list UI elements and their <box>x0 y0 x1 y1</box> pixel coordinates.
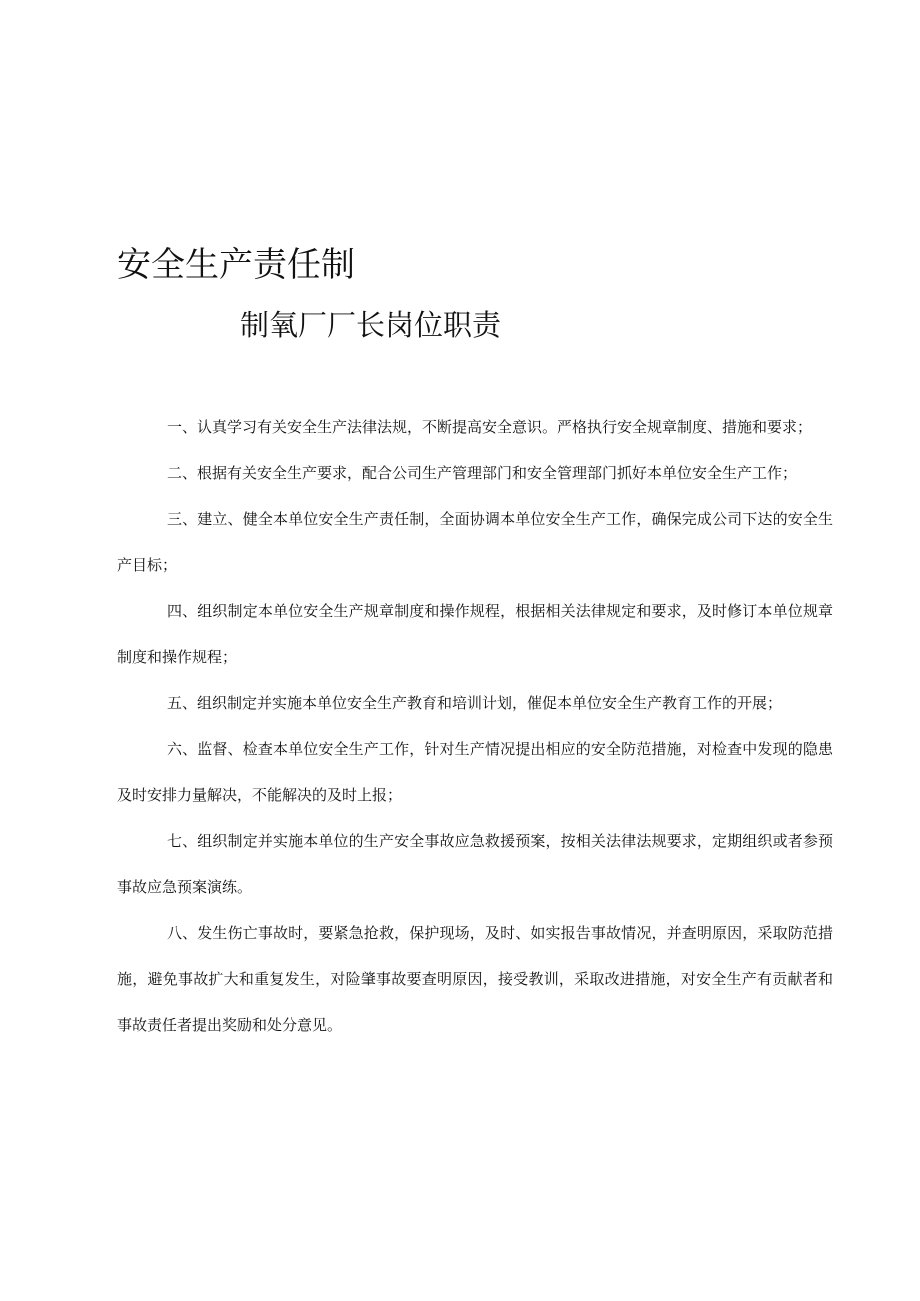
duty-item-1: 一、认真学习有关安全生产法律法规，不断提高安全意识。严格执行安全规章制度、措施和要求； <box>167 418 813 436</box>
duty-item-4: 四、组织制定本单位安全生产规章制度和操作规程，根据相关法律规定和要求，及时修订本单位规章制度和操作规程； <box>117 602 833 666</box>
document-subtitle: 制氧厂厂长岗位职责 <box>240 308 502 342</box>
duty-item-5: 五、组织制定并实施本单位安全生产教育和培训计划，催促本单位安全生产教育工作的开展； <box>167 694 783 712</box>
document-body <box>117 404 833 1048</box>
document-title: 安全生产责任制 <box>117 245 355 285</box>
duty-item-3: 三、建立、健全本单位安全生产责任制，全面协调本单位安全生产工作，确保完成公司下达的安全生产目标； <box>117 510 833 574</box>
duty-item-7: 七、组织制定并实施本单位的生产安全事故应急救援预案，按相关法律法规要求，定期组织或者参预事故应急预案演练。 <box>117 832 833 896</box>
duty-item-6: 六、监督、检查本单位安全生产工作，针对生产情况提出相应的安全防范措施，对检查中发现的隐患及时安排力量解决，不能解决的及时上报； <box>117 740 833 804</box>
duty-item-2: 二、根据有关安全生产要求，配合公司生产管理部门和安全管理部门抓好本单位安全生产工作； <box>167 464 798 482</box>
duty-item-8: 八、发生伤亡事故时，要紧急抢救，保护现场，及时、如实报告事故情况，并查明原因，采取防范措施，避免事故扩大和重复发生，对险肇事故要查明原因，接受教训，采取改进措施，对安全生产有贡献者和事故责任者提出奖励和处分意见。 <box>117 924 833 1034</box>
